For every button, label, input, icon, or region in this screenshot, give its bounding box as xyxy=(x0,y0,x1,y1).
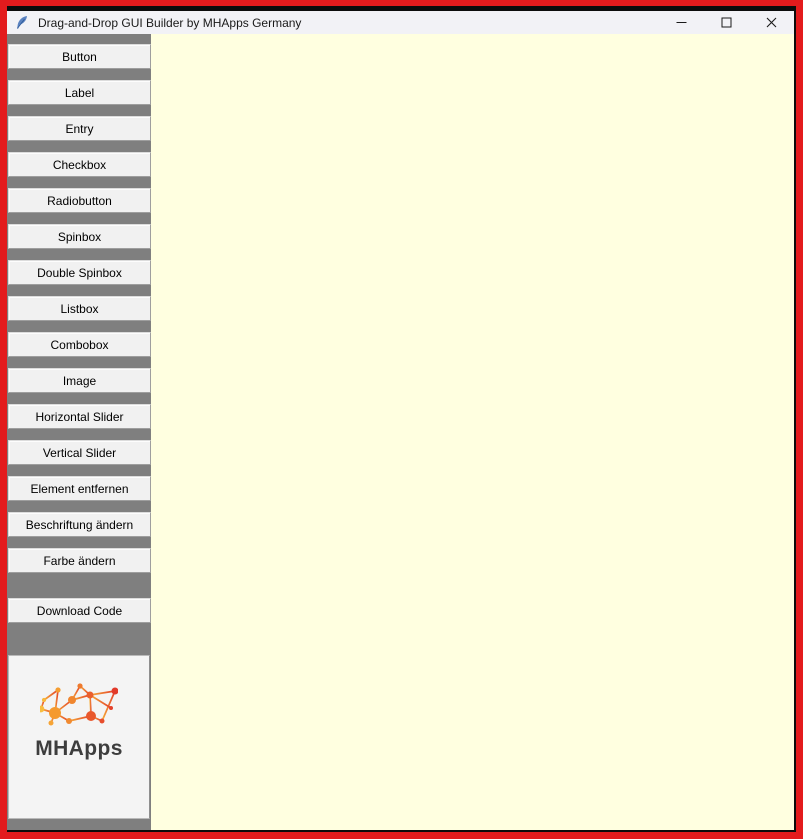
window-content xyxy=(7,34,794,830)
sidebar-button-radiobutton[interactable]: Radiobutton xyxy=(8,188,151,213)
sidebar xyxy=(7,34,151,830)
sidebar-button-label[interactable]: Label xyxy=(8,80,151,105)
minimize-icon[interactable] xyxy=(659,11,704,34)
logo-panel xyxy=(8,655,150,819)
sidebar-button-combobox[interactable]: Combobox xyxy=(8,332,151,357)
window-title: Drag-and-Drop GUI Builder by MHApps Germany xyxy=(38,15,302,30)
sidebar-button-farbe-aendern[interactable]: Farbe ändern xyxy=(8,548,151,573)
close-icon[interactable] xyxy=(749,11,794,34)
maximize-icon[interactable] xyxy=(704,11,749,34)
sidebar-button-horizontal-slider[interactable]: Horizontal Slider xyxy=(8,404,151,429)
sidebar-button-listbox[interactable]: Listbox xyxy=(8,296,151,321)
sidebar-button-entry[interactable]: Entry xyxy=(8,116,151,141)
sidebar-button-image[interactable]: Image xyxy=(8,368,151,393)
title-bar[interactable] xyxy=(7,11,794,34)
tk-feather-icon xyxy=(15,15,29,30)
mhapps-logo-text: MHApps xyxy=(35,737,123,760)
sidebar-button-spinbox[interactable]: Spinbox xyxy=(8,224,151,249)
sidebar-button-beschriftung-aendern[interactable]: Beschriftung ändern xyxy=(8,512,151,537)
sidebar-button-vertical-slider[interactable]: Vertical Slider xyxy=(8,440,151,465)
window-frame xyxy=(7,6,796,832)
window-controls xyxy=(659,11,794,34)
sidebar-button-element-entfernen[interactable]: Element entfernen xyxy=(8,476,151,501)
download-code-button[interactable]: Download Code xyxy=(8,598,151,623)
sidebar-button-checkbox[interactable]: Checkbox xyxy=(8,152,151,177)
network-graph-icon xyxy=(40,681,118,733)
design-canvas[interactable] xyxy=(151,34,794,830)
sidebar-button-double-spinbox[interactable]: Double Spinbox xyxy=(8,260,151,285)
sidebar-button-button[interactable]: Button xyxy=(8,44,151,69)
